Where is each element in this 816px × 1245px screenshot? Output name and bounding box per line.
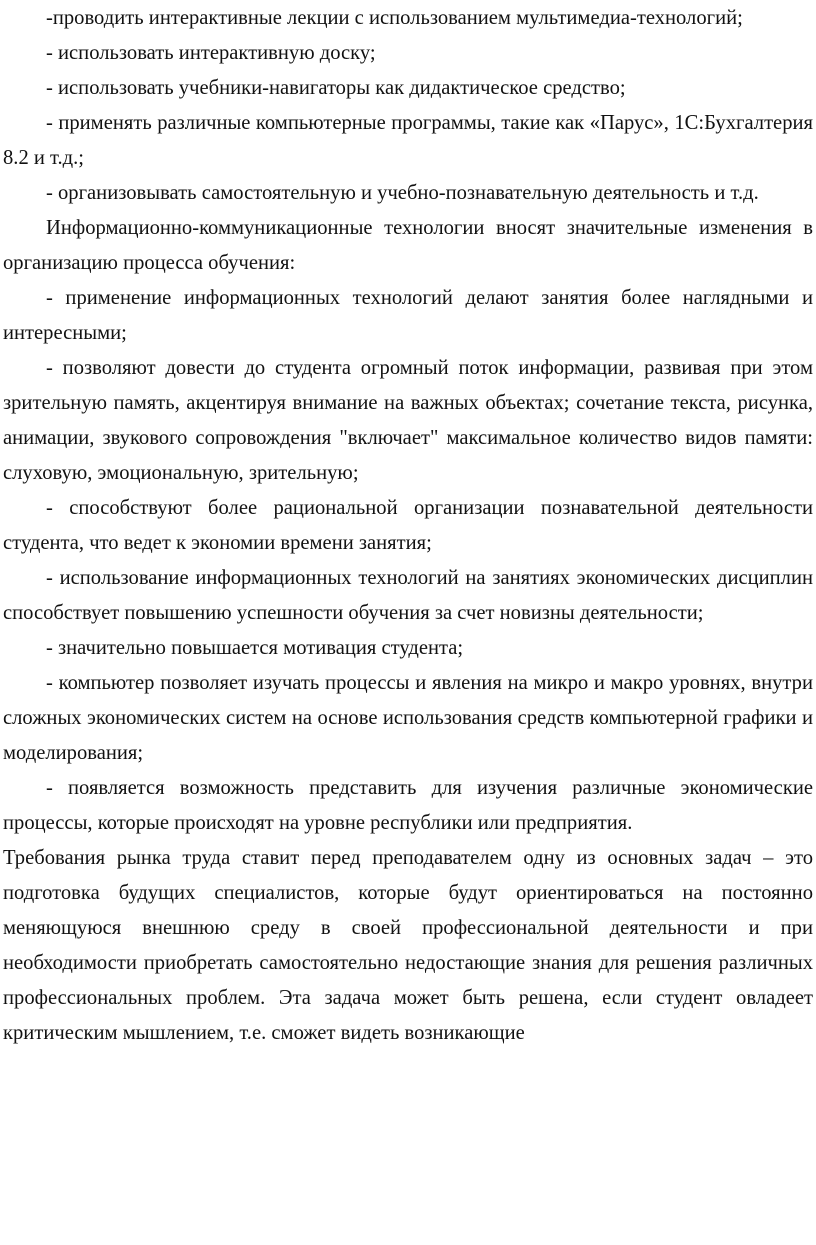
ict-intro-paragraph: Информационно-коммуникационные технологии вносят значительные изменения в организацию процесса обучения: xyxy=(3,217,813,274)
list-item: - значительно повышается мотивация студента; xyxy=(46,637,464,659)
list-item: - применение информационных технологий делают занятия более наглядными и интересными; xyxy=(3,287,813,344)
list-item: - компьютер позволяет изучать процессы и явления на микро и макро уровнях, внутри сложных экономических систем на основе использования средств компьютерной графики и моделирования; xyxy=(3,672,813,764)
list-item: - позволяют довести до студента огромный поток информации, развивая при этом зрительную память, акцентируя внимание на важных объектах; сочетание текста, рисунка, анимации, звукового сопровождения "включает" максимальное количество видов памяти: слуховую, эмоциональную, зрительную; xyxy=(3,357,813,484)
list-item: - использование информационных технологий на занятиях экономических дисциплин способствует повышению успешности обучения за счет новизны деятельности; xyxy=(3,567,813,624)
list-item: -проводить интерактивные лекции с использованием мультимедиа-технологий; xyxy=(46,7,743,29)
list-item: - использовать интерактивную доску; xyxy=(46,42,376,64)
list-item: - применять различные компьютерные программы, такие как «Парус», 1С:Бухгалтерия 8.2 и т.д.; xyxy=(3,112,813,169)
list-item: - организовывать самостоятельную и учебно-познавательную деятельность и т.д. xyxy=(46,182,759,204)
list-item: - появляется возможность представить для изучения различные экономические процессы, которые происходят на уровне республики или предприятия. xyxy=(3,777,813,834)
closing-paragraph: Требования рынка труда ставит перед преподавателем одну из основных задач – это подготовка будущих специалистов, которые будут ориентироваться на постоянно меняющуюся внешнюю среду в своей профессиональной деятельности и при необходимости приобретать самостоятельно недостающие знания для решения различных профессиональных проблем. Эта задача может быть решена, если студент овладеет критическим мышлением, т.е. сможет видеть возникающие xyxy=(3,847,813,1044)
list-item: - использовать учебники-навигаторы как дидактическое средство; xyxy=(46,77,626,99)
document-body xyxy=(3,1,813,1051)
list-item: - способствуют более рациональной организации познавательной деятельности студента, что ведет к экономии времени занятия; xyxy=(3,497,813,554)
